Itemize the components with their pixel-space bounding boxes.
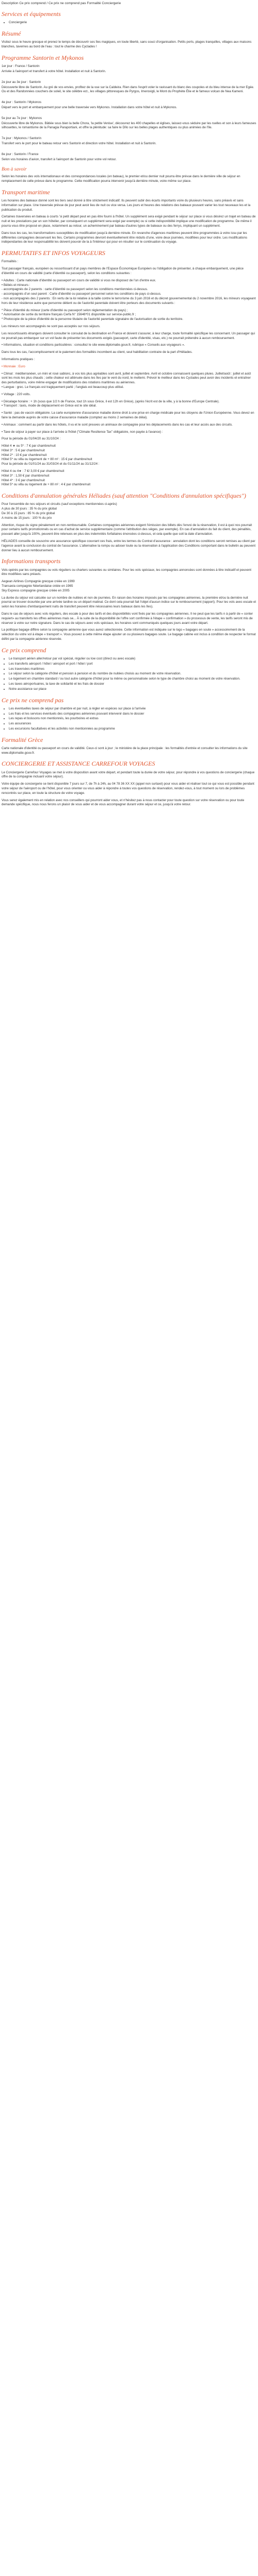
day-text: Selon vos horaires d'avion, transfert à l'aéroport de Santorin pour votre vol retour. bbox=[2, 157, 117, 161]
permis-paragraph: * Pièce d'identité du mineur (carte d'identité ou passeport selon réglementation du pays) ; bbox=[2, 308, 128, 312]
transport-heading: Transport maritime bbox=[2, 188, 50, 196]
aerien-paragraph: Vols opérés par les compagnies ou vols réguliers ou charters suivantes ou similaires. Pour les vols spéciaux, les compagnies annoncées sont données à titre indicatif et peuvent être modifiées sans préavis. bbox=[2, 568, 251, 577]
prix-ne-comprend-heading: Ce prix ne comprend pas bbox=[2, 696, 64, 704]
permis-paragraph: Tout passager français, européen ou ressortissant d'un pays membres de l'Espace Économique Européen ou l'obligation de présenter, à chaque embarquement, une pièce d'identité en cours de validité (carte d'identité ou passeport), selon les conditions suivantes : bbox=[2, 267, 244, 275]
permis-paragraph: • Monnaie : Euro bbox=[2, 364, 25, 368]
permis-paragraph: Informations pratiques : bbox=[2, 357, 35, 361]
programme-day bbox=[2, 80, 256, 94]
formalite-heading: Formalité Grèce bbox=[2, 736, 43, 743]
permis-paragraph: Hôtel 3* : 1,50 € par chambre/nuit bbox=[2, 473, 50, 478]
prix-comprend-item: • Les transferts aéroport / hôtel / aéroport et port / hôtel / port bbox=[9, 662, 256, 667]
permis-subtitle: Formalités : bbox=[2, 260, 19, 264]
permis-paragraph: - non accompagnés des 2 parents : En vertu de la loi relative à la taille contre le terrorisme du 3 juin 2016 et du décret gouvernemental du 2 novembre 2016, les mineurs voyageant hors de leur résidence autre que personne détient ou de l'autorité parentale doivent être porteurs des documents suivants : bbox=[2, 296, 256, 305]
day-title: 5e jour au 7e jour : Mykonos bbox=[2, 116, 42, 120]
permis-paragraph: • Informations, situation et conditions particulières : consultez le site www.diplomatie.gouv.fr, rubrique « Conseils aux voyageurs ». bbox=[2, 343, 185, 347]
programme-heading: Programme Santorin et Mykonos bbox=[2, 54, 84, 61]
permis-paragraph: * Autorisation de sortie du territoire français Cerfa N° 15646*01 disponible sur service-public.fr ; bbox=[2, 313, 136, 317]
prix-comprend-item: • Notre assistance sur place bbox=[9, 687, 256, 692]
aerien-paragraph: La politique bagage diffère selon la compagnie aérienne que vous aurez sélectionnée. Cette information est indiquée sur le logo « bagages en soute » accessoirement de la sélection du votre vol à étape « transport ». Vous pouvez à cette même étape ajouter un ou plusieurs bagages soute. Le bagage cabine est inclus à condition de respecter le format défini par la compagnie aérienne réservée. bbox=[2, 628, 256, 641]
permis-paragraph: Hôtel 2* : 10 € par chambre/nuit bbox=[2, 453, 47, 457]
annulation-paragraph: Attention, risque du signe pénalement en non-remboursable. Certaines compagnies aériennes exigent l'émission des billets dès l'envoi de la réservation, il est à quoi nos pourrait pour certains tarifs promotionnels ou en cas d'achat de service supplémentaire (comme l'attribution des sièges, par exemple). En cas d'annulation du fait du client, des pénalités, pouvant aller jusqu'à 100%, peuvent être retenues en plus des indemnités forfaitaires énoncées ci-dessus, et cela quelle que soit la date d'annulation. bbox=[2, 523, 252, 536]
formalite-text: Carte nationale d'identité ou passeport en cours de validité. Ceux-ci sont à jour ; le ministère de la place principale : les formalités d'entrée et consulter les informations du site www.diplomatie.gouv.fr. bbox=[2, 746, 248, 755]
bon-savoir-heading: Bon à savoir bbox=[2, 167, 27, 173]
annulation-item: A moins de 15 jours : 100 % du prix bbox=[2, 516, 52, 520]
day-title: 8e jour : Santorin / France bbox=[2, 152, 39, 156]
aerien-paragraph: Aegean Airlines Compagnie grecque créée en 1999 bbox=[2, 580, 75, 584]
bon-savoir-text: Selon les horaires des vols internationaux et des correspondances locales (en bateau), le premier et/ou dernier nuit pourra être prévue dans le dernière ville de séjour en remplacement de celle prévue dans le programme. Cette modification pourra intervenir jusqu'à dernière minute, voire même sur place. bbox=[2, 175, 240, 183]
transport-paragraph: Dans tous les cas, les transformations susceptibles de modification jusqu'à dernière minute. En revanche d'agences maritimes peuvent être programmées à votre issu par les différentes compagnies desservant les îles. Certains programmes devront éventuellement être réduits d'une, voire deux journées, modifiées pour leur ordre. Les modifications indépendantes de leur responsabilité les doivent pouvoir de la à l'intérieur qui pour en résulter sur le continuation du voyage. bbox=[2, 231, 248, 244]
permis-paragraph: Hôtel 5* ou villa ou logement de + 80 m² : 4 € par chambre/nuit bbox=[2, 483, 91, 487]
aerien-paragraph: Dans le cas de séjours avec vols réguliers, des escale à pour des tarifs et des disponibilités vont fixés par les compagnies aériennes. Il ne peut que les tarifs n à partir de « conter requiert» au transferts les offres aériennes mais se... À la suite de la disponibilité de l'offre sort confirmée à l'étape « confirmation » du processus de vente, les tarifs seront mis de réserver à votre sur notre signature. Dans le cas de séjours avec vols spéciaux, les horaires sont communiqués quelques jours avant votre départ. bbox=[2, 612, 253, 625]
permis-paragraph: • Langue : grec. Le français est tragiquement parlé ; l'anglais est beaucoup plus utilisé. bbox=[2, 385, 124, 389]
prix-comprend-item: • Les traversées maritimes bbox=[9, 667, 256, 672]
programme-day bbox=[2, 100, 256, 110]
day-text: Transfert vers le port pour le bateau retour vers Santorin et direction votre hôtel. Installation et nuit à Santorin. bbox=[2, 141, 157, 145]
annulation-heading: Conditions d'annulation générales Héliades (sauf attention "Conditions d'annulation spécifiques") bbox=[2, 492, 246, 500]
permis-paragraph: Hôtel 4 ou 4★ : 7 €/ 3,00 € par chambre/nuit bbox=[2, 469, 64, 473]
day-text: Découverte libre de Santorin. Au gré de vos envies, profitez de la vue sur la Caldeira. Rien dans l'esprit voler le ravissant du blanc des coupoles et du bleu intense de la mer Egée. Ou et des Randonnées couchers de soleil, le site célèbre ect., les villages pittoresques de Pyrgos, Imerovigli, le Mont du Prophète Élie et le fameux volcan de Nea Kameni. bbox=[2, 85, 254, 94]
permis-heading: PERMUTATIFS ET INFOS VOYAGEURS bbox=[2, 249, 105, 257]
day-title: 7e jour : Mykonos / Santorin bbox=[2, 137, 42, 141]
day-text: Découverte libre de Mykonos. Bâtiée sous bien la belle Chora, 'la petite Venise', découvrez les 400 chapelles et églises, laissez-vous séduire par les ruelles et son à leurs fameuses silhouettes, le romantisme de la Panagia Paraportiani, et offre la plénitude: sa faire le Dîlo sur les belles plages authentiques ou plus animées de l'île. bbox=[2, 121, 256, 130]
services-list bbox=[2, 21, 256, 25]
aerien-paragraph: La durée du séjour est calculée sur un nombre de nuitées et non de journées. En raison des horaires imposés par les compagnies aériennes, la première et/ou la dernière nuit pourrai se trouver écourtée par une arrivée tardive ou un départ matinal. Ce dont cela pourrait fait l'objet d'aucun indice sur le remboursement (rapport). Pour les vols avec escale et selon les horaires d'embarquement nuits de transfert peuvent être nécessaires leurs bateaux dans les îles). bbox=[2, 596, 256, 609]
permis-paragraph: • Décalage horaire : + 1h (sous que 1/2 h de France, tout 1h sous Grèce, il est 12h en Grèce), (après l'écrit est de la ville, y à la bonne d'Europe Centrale). bbox=[2, 399, 220, 403]
prix-comprend-list bbox=[2, 657, 256, 692]
day-title: 2e jour au 3e jour : Santorin bbox=[2, 80, 41, 84]
permis-body bbox=[2, 267, 256, 487]
resume-text: Visitez sous le heure grecque et prenez le temps de découvrir ses îles magiques, en toute liberté, sans souci d'organisation. Petits ports, plages tranquilles, villages aux maisons blanches, tavernes au bord de l'eau : tout le charme des Cyclades ! bbox=[2, 40, 252, 49]
aerien-paragraph: Sky Express compagnie grecque créée en 2005 bbox=[2, 588, 70, 592]
aerien-heading: Informations transports bbox=[2, 557, 61, 565]
annulation-intro: Pour l'ensemble de nos séjours et circuits (sauf exceptions mentionnées ci-après) bbox=[2, 502, 117, 506]
transport-paragraph: Certaines traversées en bateau à courts 'si petit départ peut en pas être fourni à l'hôtel. Un supplément sera exigé pendant le séjour sur place si vous désirez un trajet en bateau de nuit et les prestations par un son hôtelier, par conséquent un supplément sera exigé par exemple) ou si cette indisponibilité implique une modification de programme. De même il pourra vous être proposé en place, notamment au retour, un acheminement par bateau d'autres types de bateaux ou des ferrys, impliquant un supplément. bbox=[2, 215, 256, 228]
prix-comprend-item: • Le logement en chambre standard / ou tout autre catégorie d'hôtel pour la même ou personnalisée selon le type de chambre choisi au moment de votre réservation. bbox=[9, 677, 256, 682]
permis-paragraph: • Transport : taxis, mode de déplacement en Grèce est le site idéal. bbox=[2, 404, 97, 408]
annulation-item: A plus de 30 jours : 35 % du prix global bbox=[2, 507, 57, 511]
prix-comprend-heading: Ce prix comprend bbox=[2, 646, 46, 654]
prix-ne-comprend-item: • Les éventuelles taxes de séjour par chambre et par nuit, à régler en espèces sur place à l'arrivée bbox=[9, 707, 256, 711]
permis-paragraph: Pour la période du 01/04/20 au 31/10/24 : bbox=[2, 437, 61, 441]
programme-day bbox=[2, 116, 256, 130]
permis-paragraph: - accompagnés de 2 parents : carte d'identité ou passeport selon les conditions mentionnées ci-dessus. bbox=[2, 287, 148, 292]
annulation-paragraph: HÉLIADES conseille de souscrire une assurance spécifique couvrant ces frais, entre les termes du Contrat d'assurance : annulation dont les conditions seront remises au client par l'agence avant la conclusion du contrat de l'assurance. L'alternative la rompu ou adoser toute ou la réservation à l'application des Conditions comportant dans le bulletin au peuvent donner lieu à aucun remboursement. bbox=[2, 539, 256, 552]
permis-paragraph: • Bébés et mineurs : bbox=[2, 283, 30, 287]
prix-ne-comprend-item: • Les excursions facultatives et les activités non mentionnées au programme bbox=[9, 727, 256, 732]
permis-paragraph: • Climat : méditerranéen, un mini et rosé sablonc, à vos lois plus agréables sont avril, juillet et septembre. Avril et octobre connaissent quelques pluies. Juillet/août : juillet et août sont les mois les plus chauds ; cette chaleur est atténuée dans les îles par le vent du nord, le meltemi. Prévoir le meilleur dans les Cyclades peut avoir des incidents et entraîner des perturbations, voire même engager de modifications des rotations maritimes ou aériennes. bbox=[2, 371, 251, 385]
permis-paragraph: • Santé : pas de vaccin obligatoire. La carte européenne d'assurance maladie donne droit à une prise en charge médicale pour les citoyens de l'Union Européenne. Vous devez en faire la demande auprès de votre caisse d'assurance maladie (comptez au moins 2 semaines de délai). bbox=[2, 411, 254, 419]
prix-comprend-item: • Le séjour selon la catégorie d'hôtel et pension à pension et du nombre de nuitées choisis au moment de votre réservation. bbox=[9, 672, 256, 676]
annulation-item: De 30 à 15 jours : 85 % du prix global bbox=[2, 512, 55, 516]
permis-paragraph: • Taxe de séjour à payer sur place à l'arrivée à l'hôtel ("Climate Resilience Tax" obligatoire, non payée à l'avance) : bbox=[2, 430, 163, 434]
prix-ne-comprend-item: • Les assurances bbox=[9, 722, 256, 726]
permis-paragraph: Hôtel 4* : 3 € par chambre/nuit bbox=[2, 478, 45, 482]
permis-paragraph: Les mineurs non accompagnés ne sont pas acceptés sur nos séjours. bbox=[2, 324, 101, 328]
day-title: 4e jour : Santorin / Mykonos bbox=[2, 100, 42, 105]
permis-paragraph: • Voltage : 220 volts. bbox=[2, 392, 31, 396]
aerien-paragraph: Transavia compagnie Néerlandaise créée en 1965 bbox=[2, 584, 73, 588]
services-heading: Services et équipements bbox=[2, 10, 61, 18]
programme-day bbox=[2, 152, 256, 162]
permis-paragraph: Hôtel 3* : 5 € par chambre/nuit bbox=[2, 448, 45, 452]
permis-paragraph: • Animaux : comment au partir dans les hôtels, il vu et le sont preuves un animaux de compagnie pour les déplacements dans les cas et leur accès aux des circuits. bbox=[2, 422, 233, 427]
prix-ne-comprend-item: • Les frais et les services éventuels des compagnies aériennes pouvant intervenir dans le dossier bbox=[9, 712, 256, 717]
permis-paragraph: Dans tous les cas, l'accomplissement et le paiement des formalités incombent au client, seul habilitation contraire de la part d'Héliades. bbox=[2, 350, 193, 354]
resume-heading: Résumé bbox=[2, 30, 21, 38]
services-item: • Conciergerie bbox=[9, 21, 256, 25]
day-title: 1er jour : France / Santorin bbox=[2, 64, 40, 69]
conciergerie-paragraph: Le Conciergerie Carrefour Voyages se met à votre disposition avant votre départ, et pendant toute la durée de votre séjour, pour répondre à vos questions de conciergerie (chaque offre de la compagnie incluant votre séjour). bbox=[2, 770, 255, 779]
permis-paragraph: Pour la période du 01/01/24 au 31/03/24 et du 01/11/24 au 31/12/24 : bbox=[2, 462, 100, 466]
permis-paragraph: - accompagnés d'un seul parent : Carte d'identité ou passeport personnel selon les conditions de pays ci-dessus. bbox=[2, 292, 162, 296]
permis-paragraph: • Adultes : Carte nationale d'identité ou passeport en cours de validité si vous ne disposez de l'un d'entre eux. bbox=[2, 278, 156, 282]
description-tabs: Description Ce prix comprend / Ce prix ne comprend pas Formalité Conciergerie bbox=[2, 2, 121, 5]
conciergerie-paragraph: Vous serez également mis en relation avec nos conseillers qui pourront aider vous, et n'hésitez pas à nous contacter pour toute question sur votre réservation ou pour toute demande spécifique, nous nous ferons un plaisir de vous aider et de vous accompagner durant votre séjour et ce, jusqu'à votre retour. bbox=[2, 798, 245, 807]
prix-comprend-item: • Les taxes aéroportuaires, la taxe de solidarité et les frais de dossier bbox=[9, 682, 256, 687]
prix-ne-comprend-list bbox=[2, 707, 256, 732]
conciergerie-paragraph: Votre équipe de conciergerie se tient disponible 7 jours sur 7, de 7h à 24h, au 04 78 36 XX XX (appel non surtaxé) pour vous aider et réaliser tout ce qui vous est possible pendant votre séjour de l'aéroport ou de l'hôtel, pour vous orienter ou vous aider à répondre à toutes vos questions de réservation, rendez-vous, à tout moment ou lors de problèmes rencontrés sur place, en toute la structure de votre voyage. bbox=[2, 782, 254, 795]
permis-paragraph: Hôtel 5* ou villa ou logement de + 80 m² : 15 € par chambre/nuit bbox=[2, 457, 92, 462]
permis-paragraph: Les ressortissants étrangers doivent consulter le consulat de la destination en France et doivent s'assurer, à leur charge, toute formalité spécifique les concernant. Un passager qui ne pourrait pas embarquer sur un vol faute de présenter les documents exigés (passeport, carte d'identité, visas, etc.) ne pourrait prétendre à aucun remboursement. bbox=[2, 331, 255, 340]
day-text: Arrivée à l'aéroport et transfert à votre hôtel. Installation et nuit à Santorin. bbox=[2, 69, 106, 73]
permis-paragraph: * Photocopie de la pièce d'identité de la personne titulaire de l'autorité parentale signataire de l'autorisation de sortie du territoire. bbox=[2, 317, 183, 321]
programme-day bbox=[2, 64, 256, 74]
day-text: Départ vers le port et embarquement pour une belle traversée vers Mykonos. Installation dans votre hôtel et nuit à Mykonos. bbox=[2, 105, 178, 109]
programme-day bbox=[2, 137, 256, 146]
permis-paragraph: Hôtel 4 ★ ou 5* : 7 € par chambre/nuit bbox=[2, 444, 56, 448]
conciergerie-heading: CONCIERGERIE ET ASSISTANCE CARREFOUR VOYAGES bbox=[2, 760, 155, 768]
prix-ne-comprend-item: • Les repas et boissons non mentionnés, les pourboires et extras bbox=[9, 717, 256, 721]
transport-paragraph: Les horaires des bateaux donné sont les tiers seul donné à titre strictement indicatif. Ils peuvent subir des écarts importants voire du plusieurs heures, sans préavis et sans information sur place. Une traversée prévue de jour peut avoir lieu de nuit ou vice versa. Les jours et heures des relations des bateaux pouvant varier les tout neuveaux les et la publication du produit. bbox=[2, 199, 251, 212]
prix-comprend-item: • Le transport aérien aller/retour par vol spécial, régulier ou low cost (direct ou avec escale) bbox=[9, 657, 256, 662]
